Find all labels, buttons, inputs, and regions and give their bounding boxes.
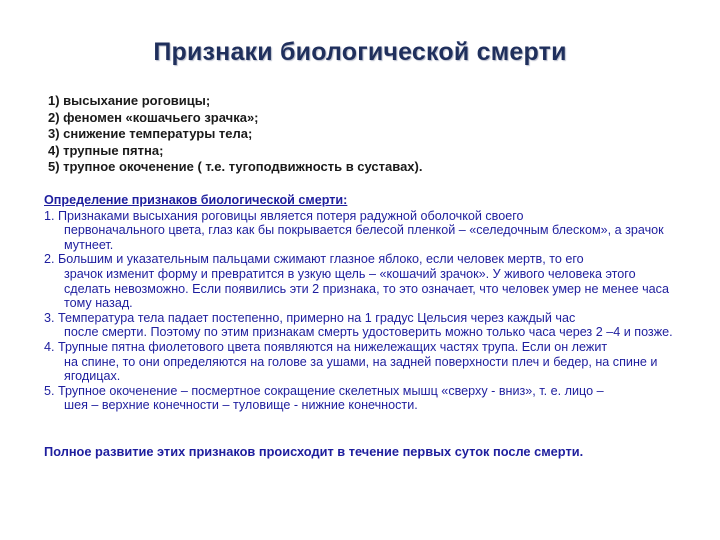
definition-first-line: 4. Трупные пятна фиолетового цвета появляются на нижележащих частях трупа. Если он лежит [44,339,608,354]
signs-list [48,93,608,176]
definition-item [44,209,684,253]
definition-continuation: первоначального цвета, глаз как бы покрывается белесой пленкой – «селедочным блеском», а зрачок мутнеет. [64,223,664,252]
sign-item: 2) феномен «кошачьего зрачка»; [48,109,259,125]
definition-item [44,311,684,340]
definition-continuation: на спине, то они определяются на голове за ушами, на задней поверхности плеч и бедер, на спине и ягодицах. [64,354,658,384]
definition-item [44,252,684,310]
definition-first-line: 1. Признаками высыхания роговицы является потеря радужной оболочкой своего [44,208,524,223]
definitions-heading: Определение признаков биологической смерти: [44,193,348,207]
sign-item: 1) высыхание роговицы; [48,93,211,108]
definition-first-line: 2. Большим и указательным пальцами сжимают глазное яблоко, если человек мертв, то его [44,252,584,267]
sign-item: 3) снижение температуры тела; [48,126,253,141]
definition-continuation: шея – верхние конечности – туловище - нижние конечности. [64,398,418,413]
definition-item [44,340,684,384]
conclusion-text: Полное развитие этих признаков происходит в течение первых суток после смерти. [44,444,584,459]
definition-first-line: 5. Трупное окоченение – посмертное сокращение скелетных мышц «сверху - вниз», т. е. лицо – [44,383,604,398]
sign-item: 5) трупное окоченение ( т.е. тугоподвижность в суставах). [48,159,423,174]
definitions-block [44,193,684,413]
definition-continuation: после смерти. Поэтому по этим признакам смерть удостоверить можно только часа через 2 –4 и позже. [64,325,673,340]
definition-continuation: зрачок изменит форму и превратится в узкую щель – «кошачий зрачок». У живого человека этого сделать невозможно. Если появились эти 2 признака, то это означает, что человек умер не менее часа тому назад. [64,266,669,311]
definition-first-line: 3. Температура тела падает постепенно, примерно на 1 градус Цельсия через каждый час [44,310,576,325]
slide-title: Признаки биологической смерти [153,38,567,66]
definition-item [44,384,684,413]
sign-item: 4) трупные пятна; [48,142,164,158]
